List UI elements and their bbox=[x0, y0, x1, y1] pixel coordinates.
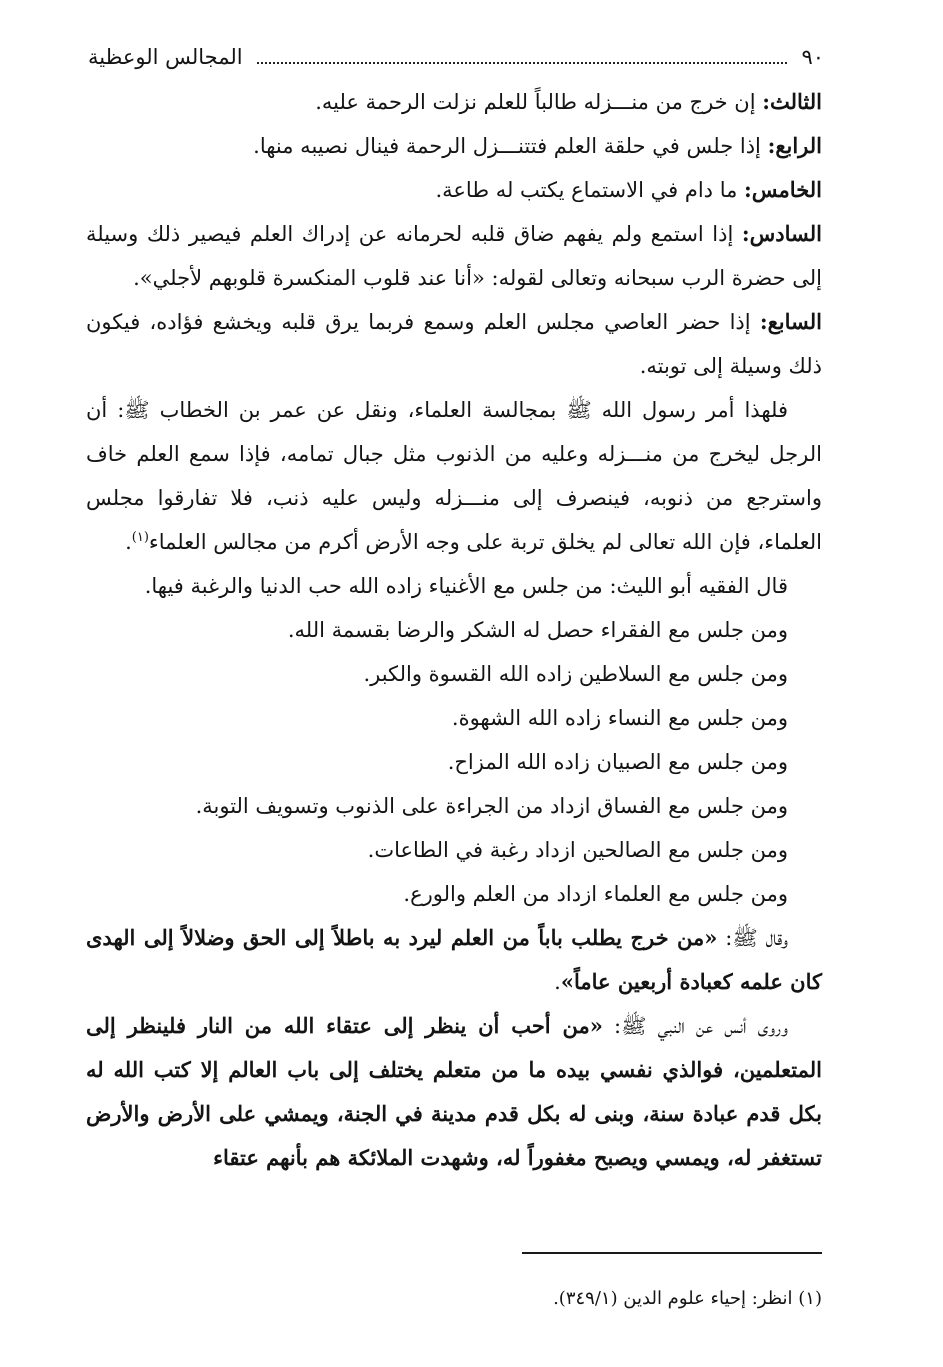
paragraph-end: . bbox=[125, 530, 132, 554]
footnote-divider bbox=[522, 1252, 822, 1254]
item-text: إذا استمع ولم يفهم ضاق قلبه لحرمانه عن إدراك العلم فيصير ذلك وسيلة إلى حضرة الرب سبحانه وتعالى لقوله: «أنا عند قلوب المنكسرة قلوبهم لأجلي». bbox=[86, 222, 822, 290]
footnote-reference: (١) bbox=[131, 530, 149, 545]
book-title: المجالس الوعظية bbox=[88, 45, 243, 69]
item-term: الخامس: bbox=[744, 177, 822, 202]
hadith-intro: وروى أنس عن النبي ﷺ: bbox=[602, 1014, 788, 1038]
sitting-line: ومن جلس مع السلاطين زاده الله القسوة والكبر. bbox=[363, 662, 788, 686]
list-item bbox=[86, 212, 822, 300]
sitting-line: ومن جلس مع الصبيان زاده الله المزاح. bbox=[447, 750, 788, 774]
dotted-leader bbox=[257, 62, 788, 64]
hadith-intro: وقال ﷺ: bbox=[717, 926, 788, 950]
sitting-line: ومن جلس مع العلماء ازداد من العلم والورع. bbox=[403, 882, 788, 906]
body-text bbox=[86, 80, 822, 1180]
sitting-line: ومن جلس مع النساء زاده الله الشهوة. bbox=[451, 706, 788, 730]
item-term: السادس: bbox=[741, 221, 822, 246]
item-text: إن خرج من منـــزله طالباً للعلم نزلت الرحمة عليه. bbox=[315, 90, 763, 114]
page-number: ٩٠ bbox=[801, 45, 824, 69]
running-header bbox=[88, 40, 824, 74]
hadith-paragraph bbox=[86, 916, 822, 1004]
list-item bbox=[86, 168, 822, 212]
list-item bbox=[86, 124, 822, 168]
hadith-end: . bbox=[554, 970, 561, 994]
footnote: (١) انظر: إحياء علوم الدين (٣٤٩/١). bbox=[553, 1288, 822, 1309]
sitting-line: ومن جلس مع الفقراء حصل له الشكر والرضا بقسمة الله. bbox=[287, 618, 788, 642]
hadith-quote: «من خرج يطلب باباً من العلم ليرد به باطلاً إلى الحق وضلالاً إلى الهدى كان علمه كعبادة أربعين عاماً» bbox=[86, 925, 822, 994]
list-item bbox=[86, 80, 822, 124]
item-term: الرابع: bbox=[767, 133, 822, 158]
sitting-line: ومن جلس مع الصالحين ازداد رغبة في الطاعات. bbox=[367, 838, 788, 862]
sitting-line: قال الفقيه أبو الليث: من جلس مع الأغنياء زاده الله حب الدنيا والرغبة فيها. bbox=[144, 574, 788, 598]
list-item bbox=[86, 300, 822, 388]
hadith-paragraph bbox=[86, 1004, 822, 1180]
sitting-line: ومن جلس مع الفساق ازداد من الجراءة على الذنوب وتسويف التوبة. bbox=[195, 794, 788, 818]
item-text: إذا حضر العاصي مجلس العلم وسمع فربما يرق قلبه ويخشع فؤاده، فيكون ذلك وسيلة إلى توبته. bbox=[86, 310, 822, 378]
hadith-quote: «من أحب أن ينظر إلى عتقاء الله من النار فلينظر إلى المتعلمين، فوالذي نفسي بيده ما من متعلم يختلف إلى باب العالم إلا كتب الله له بكل قدم عبادة سنة، وبنى له بكل قدم مدينة في الجنة، ويمشي على الأرض والأرض تستغفر له، ويمسي ويصبح مغفوراً له، وشهدت الملائكة هم بأنهم عتقاء bbox=[86, 1013, 822, 1170]
paragraph-text: فلهذا أمر رسول الله ﷺ بمجالسة العلماء، ونقل عن عمر بن الخطاب ﷺ: أن الرجل ليخرج من منـــزله وعليه من الذنوب مثل جبال تمامه، فإذا سمع العلم خاف واسترجع من ذنوبه، فينصرف إلى منـــزله وليس عليه ذنب، فلا تفارقوا مجلس العلماء، فإن الله تعالى لم يخلق تربة على وجه الأرض أكرم من مجالس العلماء bbox=[86, 398, 822, 554]
item-text: إذا جلس في حلقة العلم فتتنـــزل الرحمة فينال نصيبه منها. bbox=[253, 134, 768, 158]
omar-paragraph bbox=[86, 388, 822, 564]
item-term: السابع: bbox=[759, 309, 822, 334]
item-text: ما دام في الاستماع يكتب له طاعة. bbox=[435, 178, 745, 202]
item-term: الثالث: bbox=[762, 89, 822, 114]
